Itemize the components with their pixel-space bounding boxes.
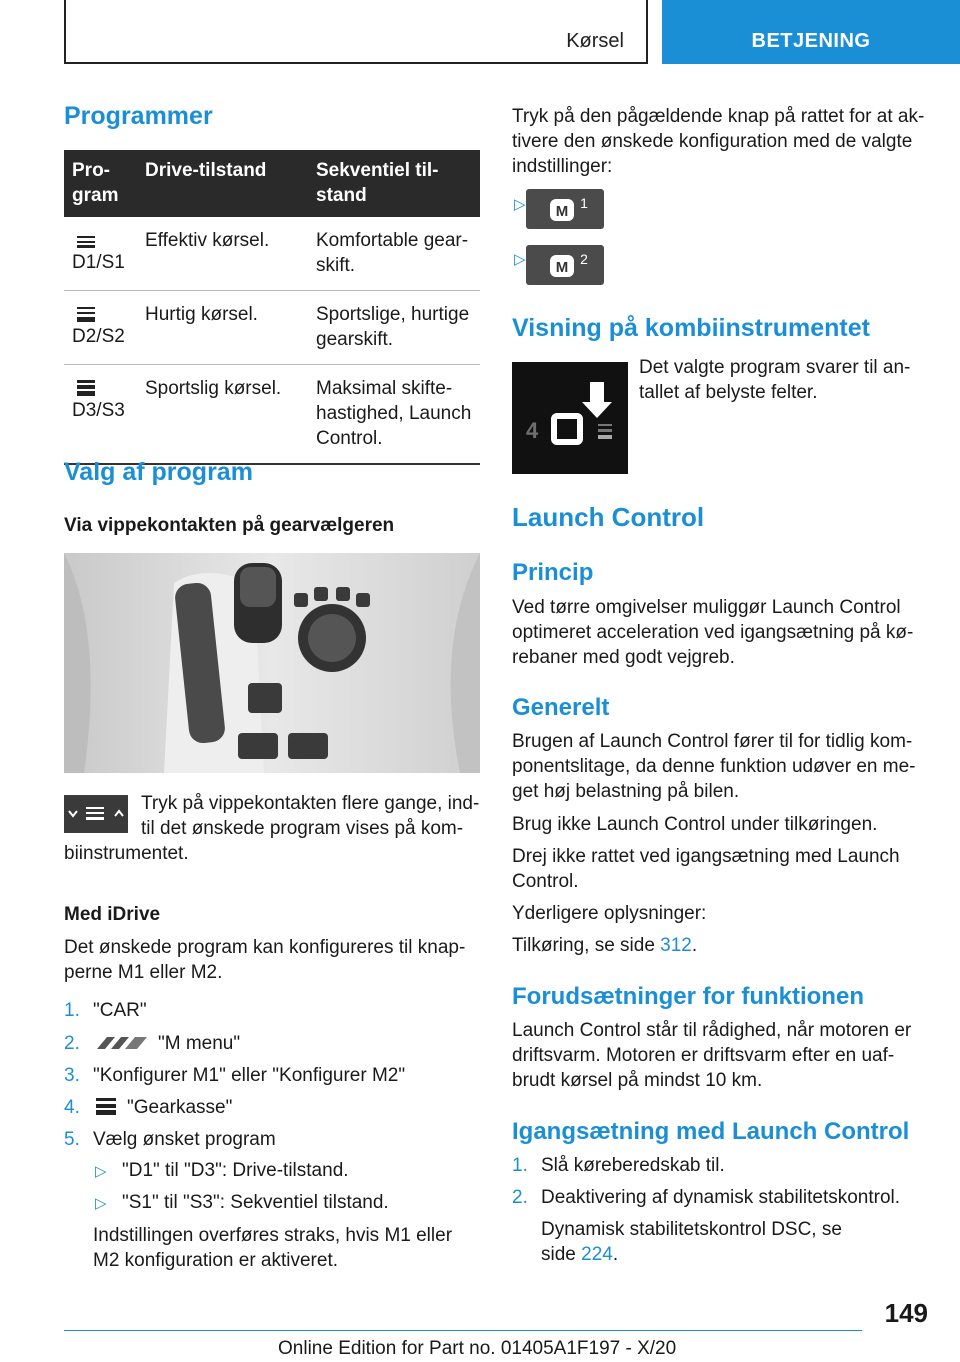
- m1-button-image: [526, 189, 604, 229]
- idrive-heading: Med iDrive: [64, 904, 161, 925]
- col-header-sequential: Sekventiel til- stand: [308, 150, 480, 217]
- step-text: "CAR": [93, 1000, 147, 1021]
- header-chapter-tab: [662, 0, 960, 64]
- gearbox-icon: [93, 1095, 119, 1117]
- footer-edition: Online Edition for Part no. 01405A1F197 - X/20: [278, 1338, 677, 1359]
- cluster-display-image: [512, 362, 628, 474]
- sequential-cell: Maksimal skifte- hastighed, Launch Control.: [308, 365, 480, 465]
- svg-text:M: M: [555, 203, 569, 220]
- selection-subheading: Via vippekontakten på gearvælgeren: [64, 515, 395, 536]
- general-text: Brugen af Launch Control fører til for tidlig kom- ponentslitage, da denne funktion udøver en me- get høj belastning på bilen.: [512, 731, 916, 802]
- m2-icon: [526, 245, 604, 285]
- col-header-program: Pro- gram: [64, 150, 137, 217]
- sequential-cell: Komfortable gear- skift.: [308, 217, 480, 291]
- step-text: "Konfigurer M1" eller "Konfigurer M2": [93, 1065, 406, 1086]
- step-text: Slå køreberedskab til.: [541, 1155, 725, 1176]
- substep-text: "D1" til "D3": Drive-tilstand.: [122, 1160, 349, 1181]
- steering-buttons-intro: Tryk på den pågældende knap på rattet for at ak- tivere den ønskede konfiguration med de valgte indstillinger:: [512, 106, 925, 177]
- programs-heading: Programmer: [64, 102, 213, 130]
- prerequisites-heading: Forudsætninger for funktionen: [512, 983, 864, 1010]
- substep-text: "S1" til "S3": Sekventiel tilstand.: [122, 1192, 389, 1213]
- table-header-row: [64, 150, 480, 217]
- bullet-triangle-icon: ▷: [95, 1195, 107, 1212]
- step-text: Vælg ønsket program: [93, 1129, 276, 1150]
- step-number: 2.: [512, 1187, 528, 1208]
- dsc-reference-line: side 224.: [541, 1244, 619, 1265]
- launch-control-heading: Launch Control: [512, 502, 705, 532]
- general-text: Drej ikke rattet ved igangsætning med Launch Control.: [512, 846, 900, 892]
- rocker-switch-image: [64, 795, 128, 833]
- cluster-heading: Visning på kombiinstrumentet: [512, 314, 870, 342]
- bullet-triangle-icon: ▷: [514, 196, 526, 213]
- m-menu-icon: [93, 1035, 149, 1051]
- rocker-text: Tryk på vippekontakten flere gange, ind- til det ønskede program vises på kom-: [141, 793, 480, 839]
- selection-heading: Valg af program: [64, 458, 253, 486]
- prerequisites-text: Launch Control står til rådighed, når motoren er driftsvarm. Motoren er driftsvarm efter en uaf- brudt kørsel på mindst 10 km.: [512, 1020, 912, 1091]
- idrive-text: Det ønskede program kan konfigureres til knap- perne M1 eller M2.: [64, 937, 466, 983]
- table-row: [64, 217, 480, 291]
- general-text: Brug ikke Launch Control under tilkøringen.: [512, 814, 878, 835]
- step-text: Deaktivering af dynamisk stabilitetskontrol.: [541, 1187, 901, 1208]
- page-number: 149: [884, 1298, 928, 1328]
- col-header-drive: Drive-tilstand: [137, 150, 308, 217]
- table-row: [64, 365, 480, 465]
- step-number: 1.: [512, 1155, 528, 1176]
- header-frame: [64, 0, 648, 64]
- general-text: Yderligere oplysninger:: [512, 903, 707, 924]
- sequential-cell: Sportslige, hurtige gearskift.: [308, 291, 480, 365]
- step-number: 5.: [64, 1129, 80, 1150]
- drive-mode-2-icon: [74, 304, 98, 324]
- programs-table: [64, 150, 480, 465]
- step-number: 2.: [64, 1033, 80, 1054]
- page-link-224[interactable]: 224: [581, 1244, 613, 1265]
- footer-divider: [64, 1330, 862, 1331]
- drive-cell: Hurtig kørsel.: [137, 291, 308, 365]
- dsc-text: Dynamisk stabilitetskontrol DSC, se: [541, 1219, 842, 1240]
- step-text: "Gearkasse": [127, 1097, 233, 1118]
- gear-selector-photo: [64, 553, 480, 773]
- step-number: 4.: [64, 1097, 80, 1118]
- principle-text: Ved tørre omgivelser muliggør Launch Control optimeret acceleration ved igangsætning på kø- rebaner med godt vejgreb.: [512, 597, 914, 668]
- step-number: 1.: [64, 1000, 80, 1021]
- table-row: [64, 291, 480, 365]
- m1-icon: [526, 189, 604, 229]
- cluster-display-icon: [512, 362, 628, 474]
- drive-cell: Sportslig kørsel.: [137, 365, 308, 465]
- rocker-text-continued: biinstrumentet.: [64, 843, 189, 864]
- gear-selector-illustration: [64, 553, 480, 773]
- cluster-text: Det valgte program svarer til an- tallet af belyste felter.: [639, 357, 911, 403]
- step-text: "M menu": [158, 1033, 241, 1054]
- reference-line: Tilkøring, se side 312.: [512, 935, 698, 956]
- bullet-triangle-icon: ▷: [95, 1163, 107, 1180]
- svg-text:4: 4: [526, 418, 539, 443]
- principle-heading: Princip: [512, 559, 594, 586]
- header-chapter-label: BETJENING: [751, 30, 871, 52]
- general-heading: Generelt: [512, 694, 610, 721]
- step-number: 3.: [64, 1065, 80, 1086]
- page-link-312[interactable]: 312: [660, 935, 692, 956]
- transfer-note: Indstillingen overføres straks, hvis M1 eller M2 konfiguration er aktiveret.: [93, 1225, 453, 1271]
- svg-text:2: 2: [580, 251, 588, 267]
- program-cell: D2/S2: [64, 291, 137, 365]
- launch-start-heading: Igangsætning med Launch Control: [512, 1118, 910, 1145]
- svg-text:M: M: [555, 259, 569, 276]
- program-cell: D1/S1: [64, 217, 137, 291]
- drive-mode-3-icon: [74, 378, 98, 398]
- drive-mode-1-icon: [74, 230, 98, 250]
- bullet-triangle-icon: ▷: [514, 251, 526, 268]
- header-section: Kørsel: [566, 30, 624, 52]
- svg-text:1: 1: [580, 195, 588, 211]
- m2-button-image: [526, 245, 604, 285]
- drive-cell: Effektiv kørsel.: [137, 217, 308, 291]
- program-cell: D3/S3: [64, 365, 137, 465]
- rocker-switch-icon: [64, 795, 128, 833]
